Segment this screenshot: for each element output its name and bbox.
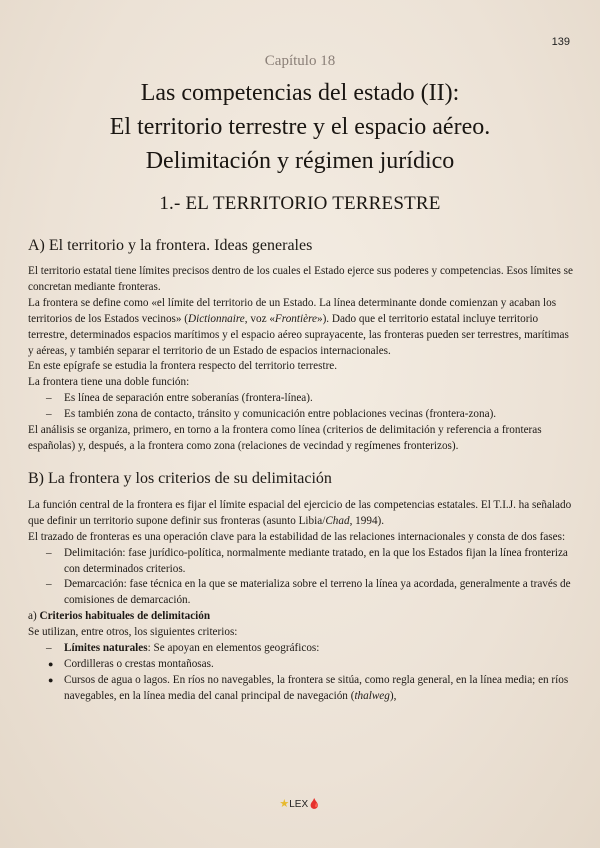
list-item: ● Cordilleras o crestas montañosas.: [28, 657, 576, 673]
paragraph: El análisis se organiza, primero, en torno a la frontera como línea (criterios de delimitación y referencia a fronteras españolas) y, después, a la frontera como zona (relaciones de vecindad y regímenes fronterizos).: [28, 424, 542, 452]
bullet-marker: ●: [48, 674, 54, 685]
list-item: ● Cursos de agua o lagos. En ríos no navegables, la frontera se sitúa, como regla general, en la línea media; en ríos navegables, en la línea media del canal principal de navegación (thalweg),: [48, 673, 569, 702]
criteria-subheading: a) Criterios habituales de delimitación: [28, 610, 211, 623]
dash-marker: –: [46, 578, 52, 591]
dash-marker: –: [46, 392, 52, 405]
dash-marker: –: [46, 546, 52, 559]
criteria-list: [28, 641, 576, 705]
bullet-marker: ●: [48, 658, 54, 669]
page-number: 139: [551, 36, 570, 48]
paragraph: En este epígrafe se estudia la frontera respecto del territorio terrestre.: [28, 360, 338, 373]
chapter-title: [0, 76, 600, 178]
chapter-title-line-3: Delimitación y régimen jurídico: [145, 148, 455, 174]
function-list: [28, 391, 576, 423]
star-icon: ★: [279, 798, 290, 810]
footer-logo: [0, 797, 600, 810]
dash-marker: –: [46, 642, 52, 655]
paragraph: Se utilizan, entre otros, los siguientes criterios:: [28, 626, 238, 639]
paragraph: La función central de la frontera es fijar el límite espacial del ejercicio de las competencias estatales. El T.I.J. ha señalado que definir un territorio supone definir sus fronteras (asunto Libia/Chad, 1994).: [28, 498, 572, 527]
list-item: – Delimitación: fase jurídico-política, normalmente mediante tratado, en la que los Estados fijan la línea fronteriza con determinados criterios.: [46, 546, 568, 575]
list-item: – Es también zona de contacto, tránsito y comunicación entre poblaciones vecinas (frontera-zona).: [28, 407, 576, 423]
subsection-a-heading: A) El territorio y la frontera. Ideas generales: [28, 237, 313, 254]
section-title: 1.- EL TERRITORIO TERRESTRE: [159, 193, 441, 214]
chapter-label: Capítulo 18: [264, 53, 336, 69]
footer-text: LEX: [289, 799, 309, 810]
list-item: – Demarcación: fase técnica en la que se materializa sobre el terreno la línea ya acordada, generalmente a través de comisiones de demarcación.: [46, 578, 571, 607]
phase-list: [28, 546, 576, 610]
subsection-b-heading: B) La frontera y los criterios de su delimitación: [28, 469, 332, 487]
chapter-title-line-2: El territorio terrestre y el espacio aéreo.: [109, 114, 491, 140]
body-content: [28, 236, 576, 705]
drop-icon: 🩸: [308, 799, 321, 810]
dash-marker: –: [46, 408, 52, 421]
list-item: – Límites naturales: Se apoyan en elementos geográficos:: [28, 641, 576, 657]
paragraph: La frontera tiene una doble función:: [28, 376, 190, 389]
paragraph: El territorio estatal tiene límites precisos dentro de los cuales el Estado ejerce sus poderes y competencias. Esos límites se concretan mediante fronteras.: [28, 265, 573, 293]
paragraph: La frontera se define como «el límite del territorio de un Estado. La línea determinante donde comienzan y acaban los territorios de los Estados vecinos» (Dictionnaire, voz «Frontière»). Dado que el territorio estatal incluye territorio terrestre, determinados espacios marítimos y el espacio aéreo suprayacente, las fronteras pueden ser terrestres, marítimas y aéreas, y también separar el territorio de un Estado de espacios internacionales.: [28, 296, 569, 357]
list-item: – Es línea de separación entre soberanías (frontera-línea).: [28, 391, 576, 407]
chapter-title-line-1: Las competencias del estado (II):: [140, 80, 460, 106]
paragraph: El trazado de fronteras es una operación clave para la estabilidad de las relaciones internacionales y consta de dos fases:: [28, 530, 566, 543]
